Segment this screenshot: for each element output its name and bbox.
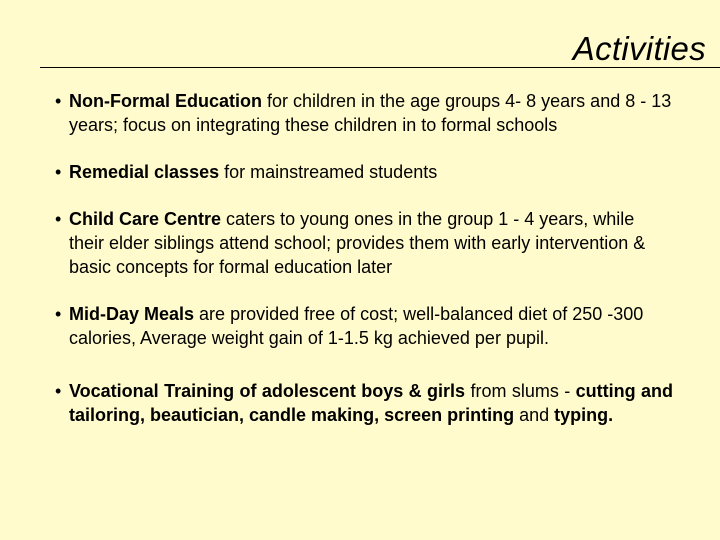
- bullet-icon: •: [55, 209, 62, 229]
- item-course-typing: typing.: [554, 405, 614, 425]
- list-item-vocational-training: [55, 379, 673, 427]
- bullet-icon: •: [55, 381, 62, 401]
- list-item-mid-day-meals: [55, 302, 673, 350]
- item-courses: cutting and tailoring, beautician, candle making, screen printing: [69, 381, 673, 425]
- item-heading: Remedial classes: [69, 162, 220, 182]
- activities-list: [55, 89, 673, 450]
- list-item-child-care-centre: [55, 207, 673, 279]
- bullet-icon: •: [55, 162, 62, 182]
- title-divider: [40, 67, 720, 68]
- item-text: from slums -: [465, 381, 576, 401]
- item-heading: Mid-Day Meals: [69, 304, 195, 324]
- item-heading: Vocational Training of adolescent boys & girls: [69, 381, 466, 401]
- item-text: caters to young ones in the group 1 - 4 years, while their elder siblings attend school; provides them with early intervention & basic concepts for formal education later: [69, 209, 646, 277]
- item-text: for mainstreamed students: [219, 162, 438, 182]
- slide-title: Activities: [572, 30, 706, 67]
- list-item-remedial-classes: [55, 160, 673, 184]
- item-heading: Child Care Centre: [69, 209, 222, 229]
- item-text: for children in the age groups 4- 8 years and 8 - 13 years; focus on integrating these children in to formal schools: [69, 91, 672, 135]
- bullet-icon: •: [55, 91, 62, 111]
- item-text-joiner: and: [514, 405, 555, 425]
- bullet-icon: •: [55, 304, 62, 324]
- item-heading: Non-Formal Education: [69, 91, 262, 111]
- list-item-non-formal-education: [55, 89, 673, 137]
- item-text: are provided free of cost; well-balanced diet of 250 -300 calories, Average weight gain of 1-1.5 kg achieved per pupil.: [69, 304, 644, 348]
